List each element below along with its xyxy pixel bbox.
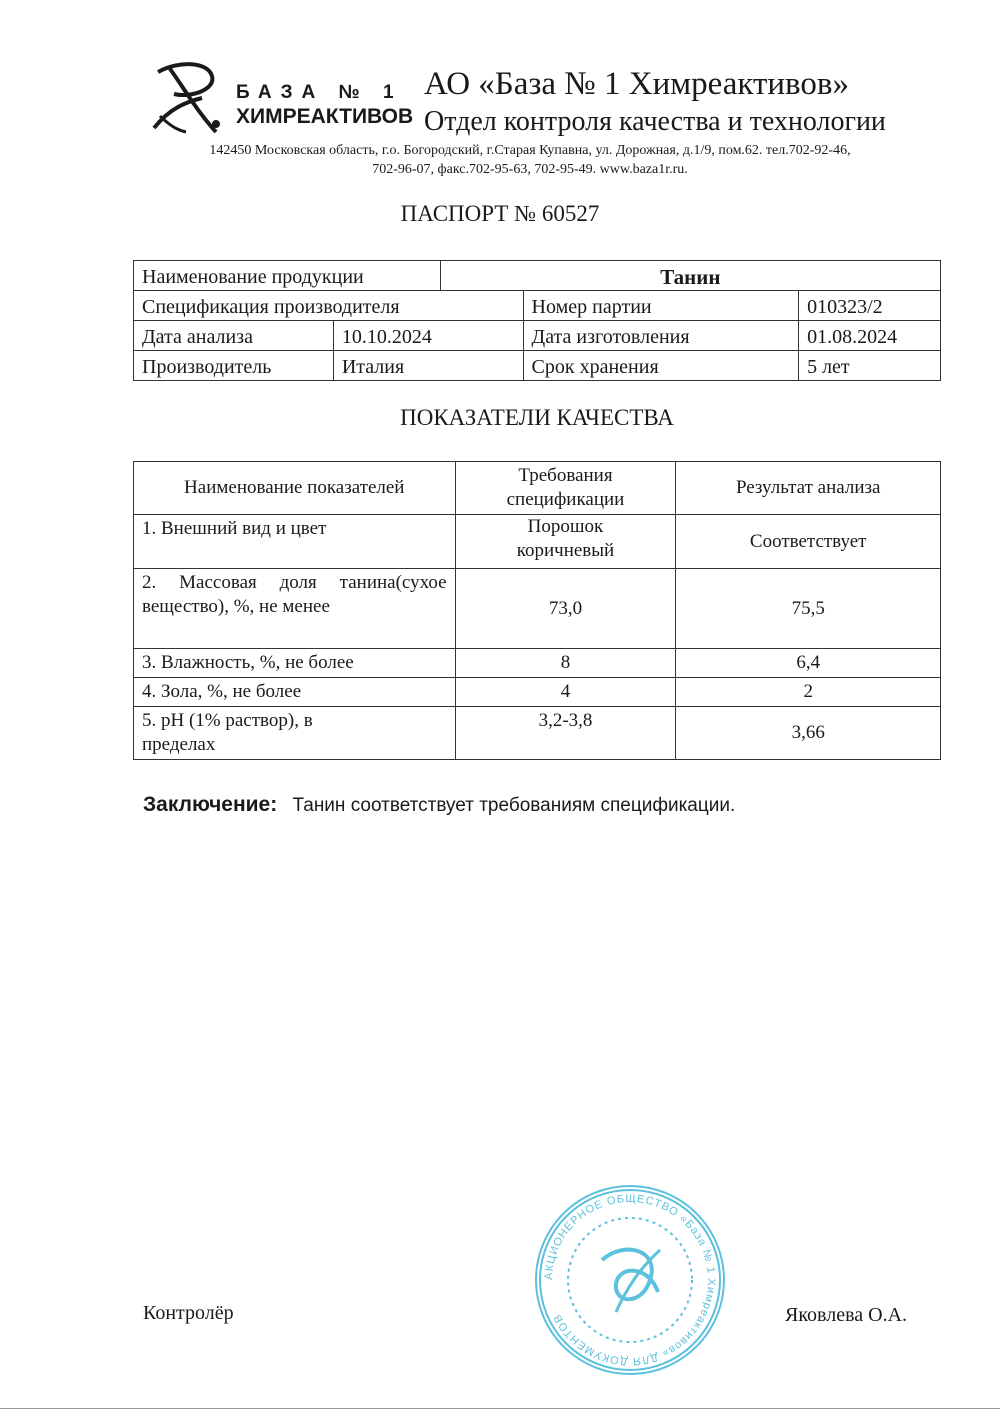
conclusion — [143, 793, 735, 817]
table-row — [134, 515, 941, 569]
address-line-2: 702-96-07, факс.702-95-63, 702-95-49. www.baza1r.ru. — [372, 162, 688, 177]
indicator-result: 75,5 — [676, 569, 941, 649]
spec-row — [134, 291, 941, 321]
indicator-requirement: 4 — [455, 678, 676, 707]
product-name-label: Наименование продукции — [134, 261, 441, 291]
seal-stamp-icon — [530, 1180, 730, 1380]
table-row — [134, 678, 941, 707]
product-info-table — [133, 260, 941, 381]
manufacturer-row — [134, 351, 941, 381]
indicator-requirement: 8 — [455, 649, 676, 678]
manufacturer-value: Италия — [333, 351, 523, 381]
spec-label: Спецификация производителя — [134, 291, 524, 321]
header-indicator-name: Наименование показателей — [134, 462, 456, 515]
controller-label: Контролёр — [143, 1302, 234, 1324]
table-row — [134, 649, 941, 678]
shelf-life-value: 5 лет — [799, 351, 941, 381]
analysis-date-row — [134, 321, 941, 351]
table-row — [134, 569, 941, 649]
manufacture-date-value: 01.08.2024 — [799, 321, 941, 351]
manufacturer-label: Производитель — [134, 351, 334, 381]
address-line-1: 142450 Московская область, г.о. Богородский, г.Старая Купавна, ул. Дорожная, д.1/9, пом.62. тел.702-92-46, — [209, 143, 851, 158]
conclusion-label: Заключение: — [143, 793, 278, 816]
indicator-requirement: Порошок коричневый — [455, 515, 676, 569]
quality-section-title: ПОКАЗАТЕЛИ КАЧЕСТВА — [400, 405, 674, 430]
quality-table — [133, 461, 941, 760]
quality-header-row — [134, 462, 941, 515]
analysis-date-label: Дата анализа — [134, 321, 334, 351]
company-logo-icon — [150, 58, 228, 138]
indicator-name: 3. Влажность, %, не более — [134, 649, 456, 678]
header-spec-requirements: Требования спецификации — [455, 462, 676, 515]
indicator-result: 6,4 — [676, 649, 941, 678]
department-name: Отдел контроля качества и технологии — [424, 106, 886, 137]
signer-name: Яковлева О.А. — [785, 1304, 908, 1326]
company-address — [130, 141, 930, 179]
indicator-result: Соответствует — [676, 515, 941, 569]
indicator-name: 5. pH (1% раствор), в пределах — [134, 707, 456, 760]
logo-text-khimreaktivov: ХИМРЕАКТИВОВ — [236, 105, 414, 128]
indicator-name: 2. Массовая доля танина(сухое вещество), %, не менее — [134, 569, 456, 649]
batch-value: 010323/2 — [799, 291, 941, 321]
conclusion-text: Танин соответствует требованиям спецификации. — [292, 795, 736, 816]
indicator-result: 3,66 — [676, 707, 941, 760]
indicator-result: 2 — [676, 678, 941, 707]
table-row — [134, 707, 941, 760]
stamp-text: АКЦИОНЕРНОЕ ОБЩЕСТВО «База № 1 Химреактивов» ДЛЯ ДОКУМЕНТОВ — [542, 1192, 718, 1368]
passport-title: ПАСПОРТ № 60527 — [400, 201, 600, 226]
manufacture-date-label: Дата изготовления — [523, 321, 799, 351]
page-bottom-divider — [0, 1408, 1000, 1409]
product-name-row — [134, 261, 941, 291]
company-name: АО «База № 1 Химреактивов» — [424, 66, 849, 102]
analysis-date-value: 10.10.2024 — [333, 321, 523, 351]
indicator-name: 4. Зола, %, не более — [134, 678, 456, 707]
svg-text:АКЦИОНЕРНОЕ ОБЩЕСТВО «База № 1 — [543, 1193, 717, 1367]
indicator-name: 1. Внешний вид и цвет — [134, 515, 456, 569]
logo-text-baza: БАЗА № 1 — [236, 82, 403, 103]
indicator-requirement: 73,0 — [455, 569, 676, 649]
shelf-life-label: Срок хранения — [523, 351, 799, 381]
product-name-value: Танин — [440, 261, 940, 291]
batch-label: Номер партии — [523, 291, 799, 321]
header-analysis-result: Результат анализа — [676, 462, 941, 515]
indicator-requirement: 3,2-3,8 — [455, 707, 676, 760]
